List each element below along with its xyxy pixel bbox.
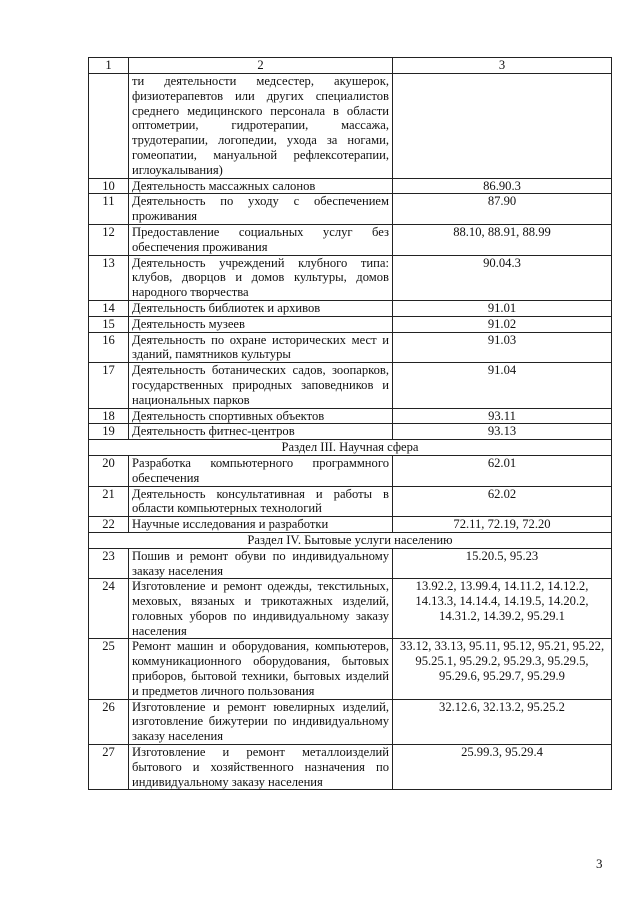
row-number: 18 — [89, 408, 129, 424]
table-row — [89, 548, 612, 579]
activity-description: Деятельность музеев — [129, 316, 393, 332]
table-row — [89, 639, 612, 699]
row-number: 14 — [89, 300, 129, 316]
okved-codes: 62.01 — [393, 455, 612, 486]
activity-description: Изготовление и ремонт одежды, текстильных, меховых, вязаных и трикотажных изделий, головных уборов по индивидуальному заказу населения — [129, 579, 393, 639]
okved-codes: 13.92.2, 13.99.4, 14.11.2, 14.12.2, 14.13.3, 14.14.4, 14.19.5, 14.20.2, 14.31.2, 14.39.2, 95.29.1 — [393, 579, 612, 639]
okved-codes: 15.20.5, 95.23 — [393, 548, 612, 579]
table-header-row — [89, 58, 612, 74]
okved-codes: 93.13 — [393, 424, 612, 440]
okved-codes: 33.12, 33.13, 95.11, 95.12, 95.21, 95.22, 95.25.1, 95.29.2, 95.29.3, 95.29.5, 95.29.6, 95.29.7, 95.29.9 — [393, 639, 612, 699]
okved-codes: 93.11 — [393, 408, 612, 424]
column-header: 1 — [89, 58, 129, 74]
okved-codes: 86.90.3 — [393, 178, 612, 194]
row-number: 24 — [89, 579, 129, 639]
activity-description: ти деятельности медсестер, акушерок, физиотерапевтов или других специалистов среднего медицинского персонала в области оптометрии, гидротерапии, массажа, трудотерапии, логопедии, ухода за ногами, гомеопатии, мануальной рефлексотерапии, иглоукалывания) — [129, 74, 393, 179]
activity-description: Деятельность учреждений клубного типа: клубов, дворцов и домов культуры, домов народного творчества — [129, 255, 393, 300]
activity-description: Деятельность спортивных объектов — [129, 408, 393, 424]
activity-description: Предоставление социальных услуг без обеспечения проживания — [129, 224, 393, 255]
row-number: 12 — [89, 224, 129, 255]
activity-description: Научные исследования и разработки — [129, 517, 393, 533]
activity-description: Изготовление и ремонт металлоизделий бытового и хозяйственного назначения по индивидуальному заказу населения — [129, 745, 393, 790]
row-number: 13 — [89, 255, 129, 300]
okved-codes: 91.03 — [393, 332, 612, 363]
table-row — [89, 455, 612, 486]
table-row — [89, 74, 612, 179]
row-number: 10 — [89, 178, 129, 194]
activity-description: Изготовление и ремонт ювелирных изделий, изготовление бижутерии по индивидуальному заказу населения — [129, 699, 393, 744]
table-row — [89, 178, 612, 194]
table-row — [89, 332, 612, 363]
table-row — [89, 699, 612, 744]
activity-description: Деятельность библиотек и архивов — [129, 300, 393, 316]
row-number: 16 — [89, 332, 129, 363]
column-header: 3 — [393, 58, 612, 74]
okved-codes: 72.11, 72.19, 72.20 — [393, 517, 612, 533]
section-header-row — [89, 532, 612, 548]
okved-codes: 32.12.6, 32.13.2, 95.25.2 — [393, 699, 612, 744]
okved-codes: 87.90 — [393, 194, 612, 225]
row-number: 23 — [89, 548, 129, 579]
activity-description: Деятельность по уходу с обеспечением проживания — [129, 194, 393, 225]
row-number: 21 — [89, 486, 129, 517]
column-header: 2 — [129, 58, 393, 74]
table-row — [89, 745, 612, 790]
okved-codes: 91.01 — [393, 300, 612, 316]
okved-codes: 62.02 — [393, 486, 612, 517]
okved-codes: 91.02 — [393, 316, 612, 332]
section-header-row — [89, 440, 612, 456]
okved-codes: 91.04 — [393, 363, 612, 408]
table-row — [89, 224, 612, 255]
row-number: 25 — [89, 639, 129, 699]
table-row — [89, 363, 612, 408]
table-row — [89, 194, 612, 225]
row-number: 17 — [89, 363, 129, 408]
row-number — [89, 74, 129, 179]
row-number: 27 — [89, 745, 129, 790]
table-row — [89, 517, 612, 533]
row-number: 26 — [89, 699, 129, 744]
table-row — [89, 579, 612, 639]
activity-description: Деятельность ботанических садов, зоопарков, государственных природных заповедников и национальных парков — [129, 363, 393, 408]
okved-codes — [393, 74, 612, 179]
activity-description: Ремонт машин и оборудования, компьютеров, коммуникационного оборудования, бытовых приборов, бытовой техники, бытовых изделий и предметов личного пользования — [129, 639, 393, 699]
activity-description: Деятельность фитнес-центров — [129, 424, 393, 440]
row-number: 22 — [89, 517, 129, 533]
activity-description: Деятельность консультативная и работы в области компьютерных технологий — [129, 486, 393, 517]
row-number: 20 — [89, 455, 129, 486]
table-row — [89, 408, 612, 424]
activity-description: Пошив и ремонт обуви по индивидуальному заказу населения — [129, 548, 393, 579]
table-row — [89, 424, 612, 440]
section-title: Раздел IV. Бытовые услуги населению — [89, 532, 612, 548]
table-row — [89, 486, 612, 517]
activity-description: Деятельность массажных салонов — [129, 178, 393, 194]
activity-description: Деятельность по охране исторических мест и зданий, памятников культуры — [129, 332, 393, 363]
page-number: 3 — [596, 856, 603, 871]
row-number: 15 — [89, 316, 129, 332]
okved-codes: 25.99.3, 95.29.4 — [393, 745, 612, 790]
section-title: Раздел III. Научная сфера — [89, 440, 612, 456]
row-number: 19 — [89, 424, 129, 440]
table-row — [89, 255, 612, 300]
okved-codes: 88.10, 88.91, 88.99 — [393, 224, 612, 255]
row-number: 11 — [89, 194, 129, 225]
activities-table — [88, 57, 612, 790]
activity-description: Разработка компьютерного программного обеспечения — [129, 455, 393, 486]
okved-codes: 90.04.3 — [393, 255, 612, 300]
table-row — [89, 300, 612, 316]
table-row — [89, 316, 612, 332]
